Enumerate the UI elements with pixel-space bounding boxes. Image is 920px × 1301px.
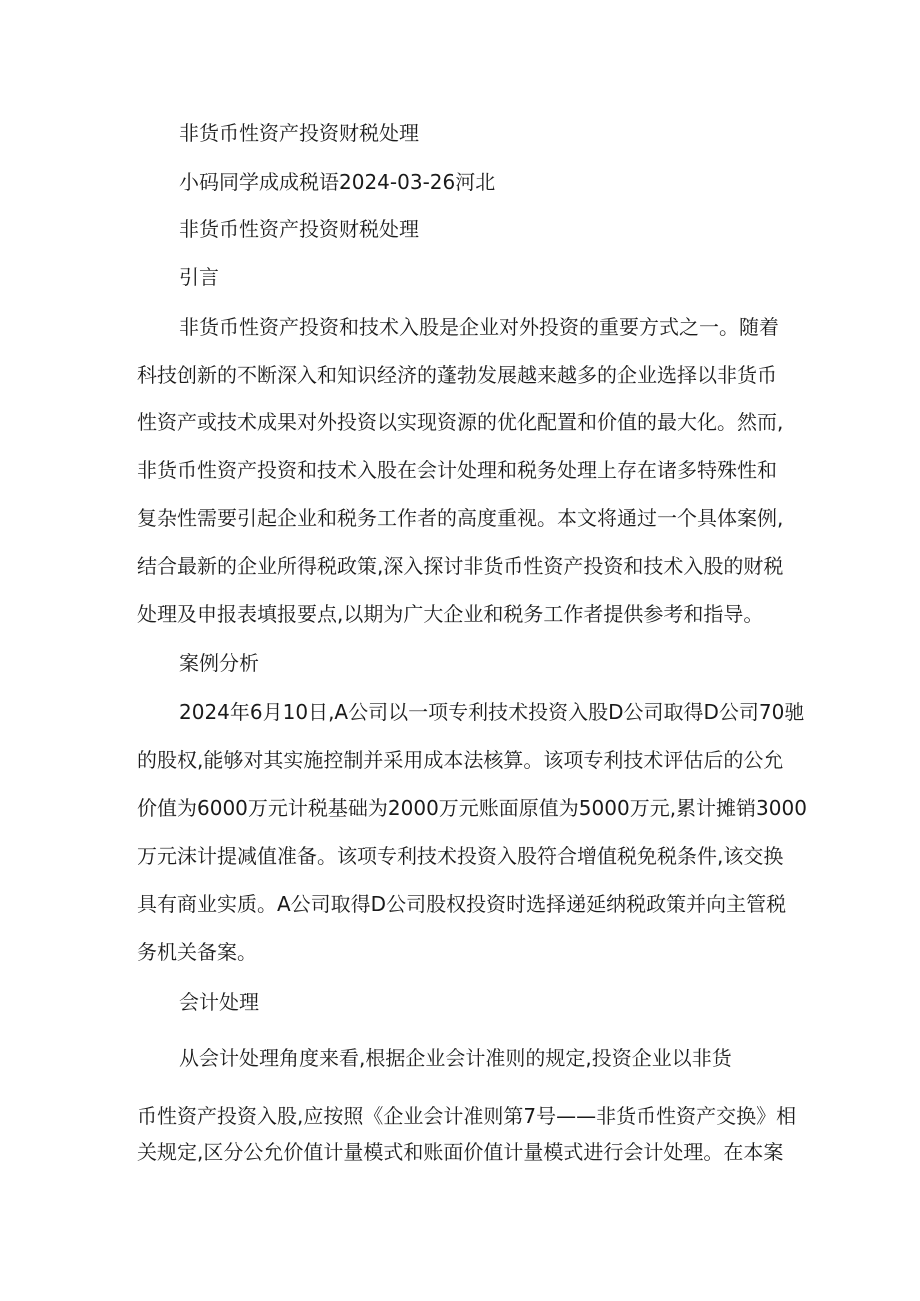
case-paragraph-line: 万元沫计提减值准备。该项专利技术投资入股符合增值税免税条件,该交换 <box>137 844 784 868</box>
section-heading-case: 案例分析 <box>179 651 259 675</box>
accounting-paragraph-line: 关规定,区分公允价值计量模式和账面价值计量模式进行会计处理。在本案 <box>137 1140 784 1164</box>
intro-paragraph-line: 科技创新的不断深入和知识经济的蓬勃发展越来越多的企业选择以非货币 <box>137 363 777 387</box>
intro-paragraph-line: 复杂性需要引起企业和税务工作者的高度重视。本文将通过一个具体案例, <box>137 506 784 530</box>
case-paragraph-line: 的股权,能够对其实施控制并采用成本法核算。该项专利技术评估后的公允 <box>137 748 784 772</box>
case-paragraph-line: 具有商业实质。A公司取得D公司股权投资时选择递延纳税政策并向主管税 <box>137 892 787 916</box>
document-title: 非货币性资产投资财税处理 <box>179 121 419 145</box>
intro-paragraph-line: 结合最新的企业所得税政策,深入探讨非货币性资产投资和技术入股的财税 <box>137 554 784 578</box>
accounting-paragraph-line: 从会计处理角度来看,根据企业会计准则的规定,投资企业以非货 <box>179 1046 732 1070</box>
case-paragraph-line: 2024年6月10日,A公司以一项专利技术投资入股D公司取得D公司70驰 <box>179 700 805 724</box>
intro-paragraph-line: 处理及申报表填报要点,以期为广大企业和税务工作者提供参考和指导。 <box>137 602 764 626</box>
section-heading-intro: 引言 <box>179 265 219 289</box>
section-heading-accounting: 会计处理 <box>179 990 259 1014</box>
byline: 小码同学成成税语2024-03-26河北 <box>179 170 496 194</box>
intro-paragraph-line: 非货币性资产投资和技术入股是企业对外投资的重要方式之一。随着 <box>179 315 779 339</box>
document-subtitle: 非货币性资产投资财税处理 <box>179 217 419 241</box>
case-paragraph-line: 务机关备案。 <box>137 940 257 964</box>
accounting-paragraph-line: 币性资产投资入股,应按照《企业会计准则第7号——非货币性资产交换》相 <box>137 1104 797 1128</box>
intro-paragraph-line: 非货币性资产投资和技术入股在会计处理和税务处理上存在诸多特殊性和 <box>137 458 777 482</box>
intro-paragraph-line: 性资产或技术成果对外投资以实现资源的优化配置和价值的最大化。然而, <box>137 410 784 434</box>
case-paragraph-line: 价值为6000万元计税基础为2000万元账面原值为5000万元,累计摊销3000 <box>137 796 807 820</box>
